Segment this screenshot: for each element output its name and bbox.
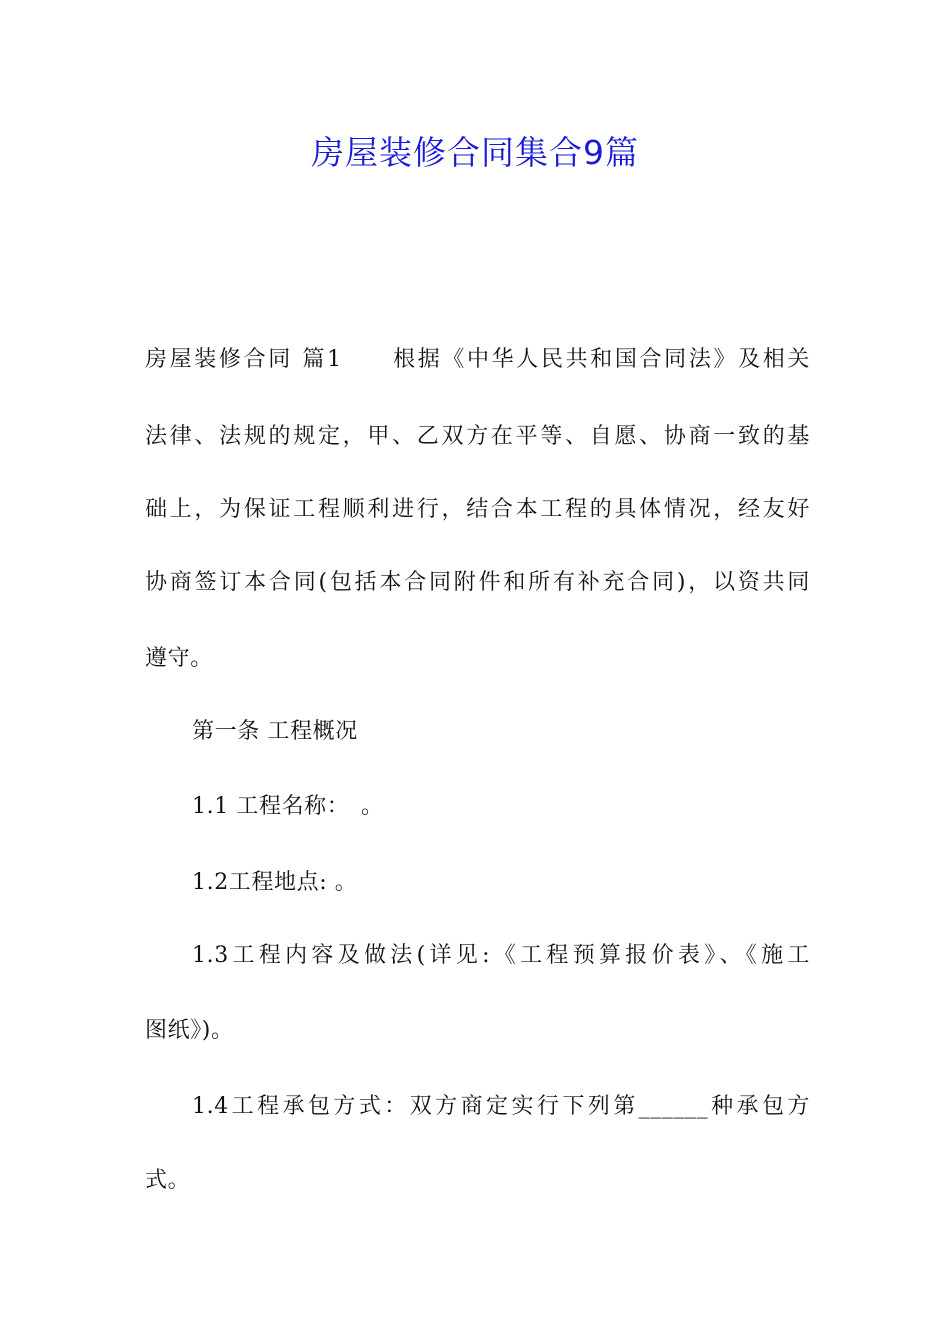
clause-line: 1.2工程地点: 。: [192, 870, 358, 895]
clause-line: 1.3工程内容及做法(详见:《工程预算报价表》、《施工: [192, 943, 810, 968]
clause-line: 图纸》)。: [145, 1018, 234, 1043]
clause-line: 1.1 工程名称： 。: [192, 794, 384, 819]
paragraph-line: 础上，为保证工程顺利进行，结合本工程的具体情况，经友好: [145, 497, 810, 522]
clause-line: 1.4工程承包方式：双方商定实行下列第______种承包方: [192, 1094, 810, 1119]
paragraph-line: 协商签订本合同(包括本合同附件和所有补充合同)，以资共同: [145, 570, 810, 595]
document-title: 房屋装修合同集合9篇: [311, 133, 639, 172]
paragraph-line: 法律、法规的规定，甲、乙双方在平等、自愿、协商一致的基: [145, 424, 810, 449]
paragraph-line: 房屋装修合同 篇1 根据《中华人民共和国合同法》及相关: [145, 347, 810, 372]
clause-line: 式。: [145, 1168, 191, 1193]
section-heading: 第一条 工程概况: [192, 719, 358, 744]
paragraph-line: 遵守。: [145, 646, 213, 671]
